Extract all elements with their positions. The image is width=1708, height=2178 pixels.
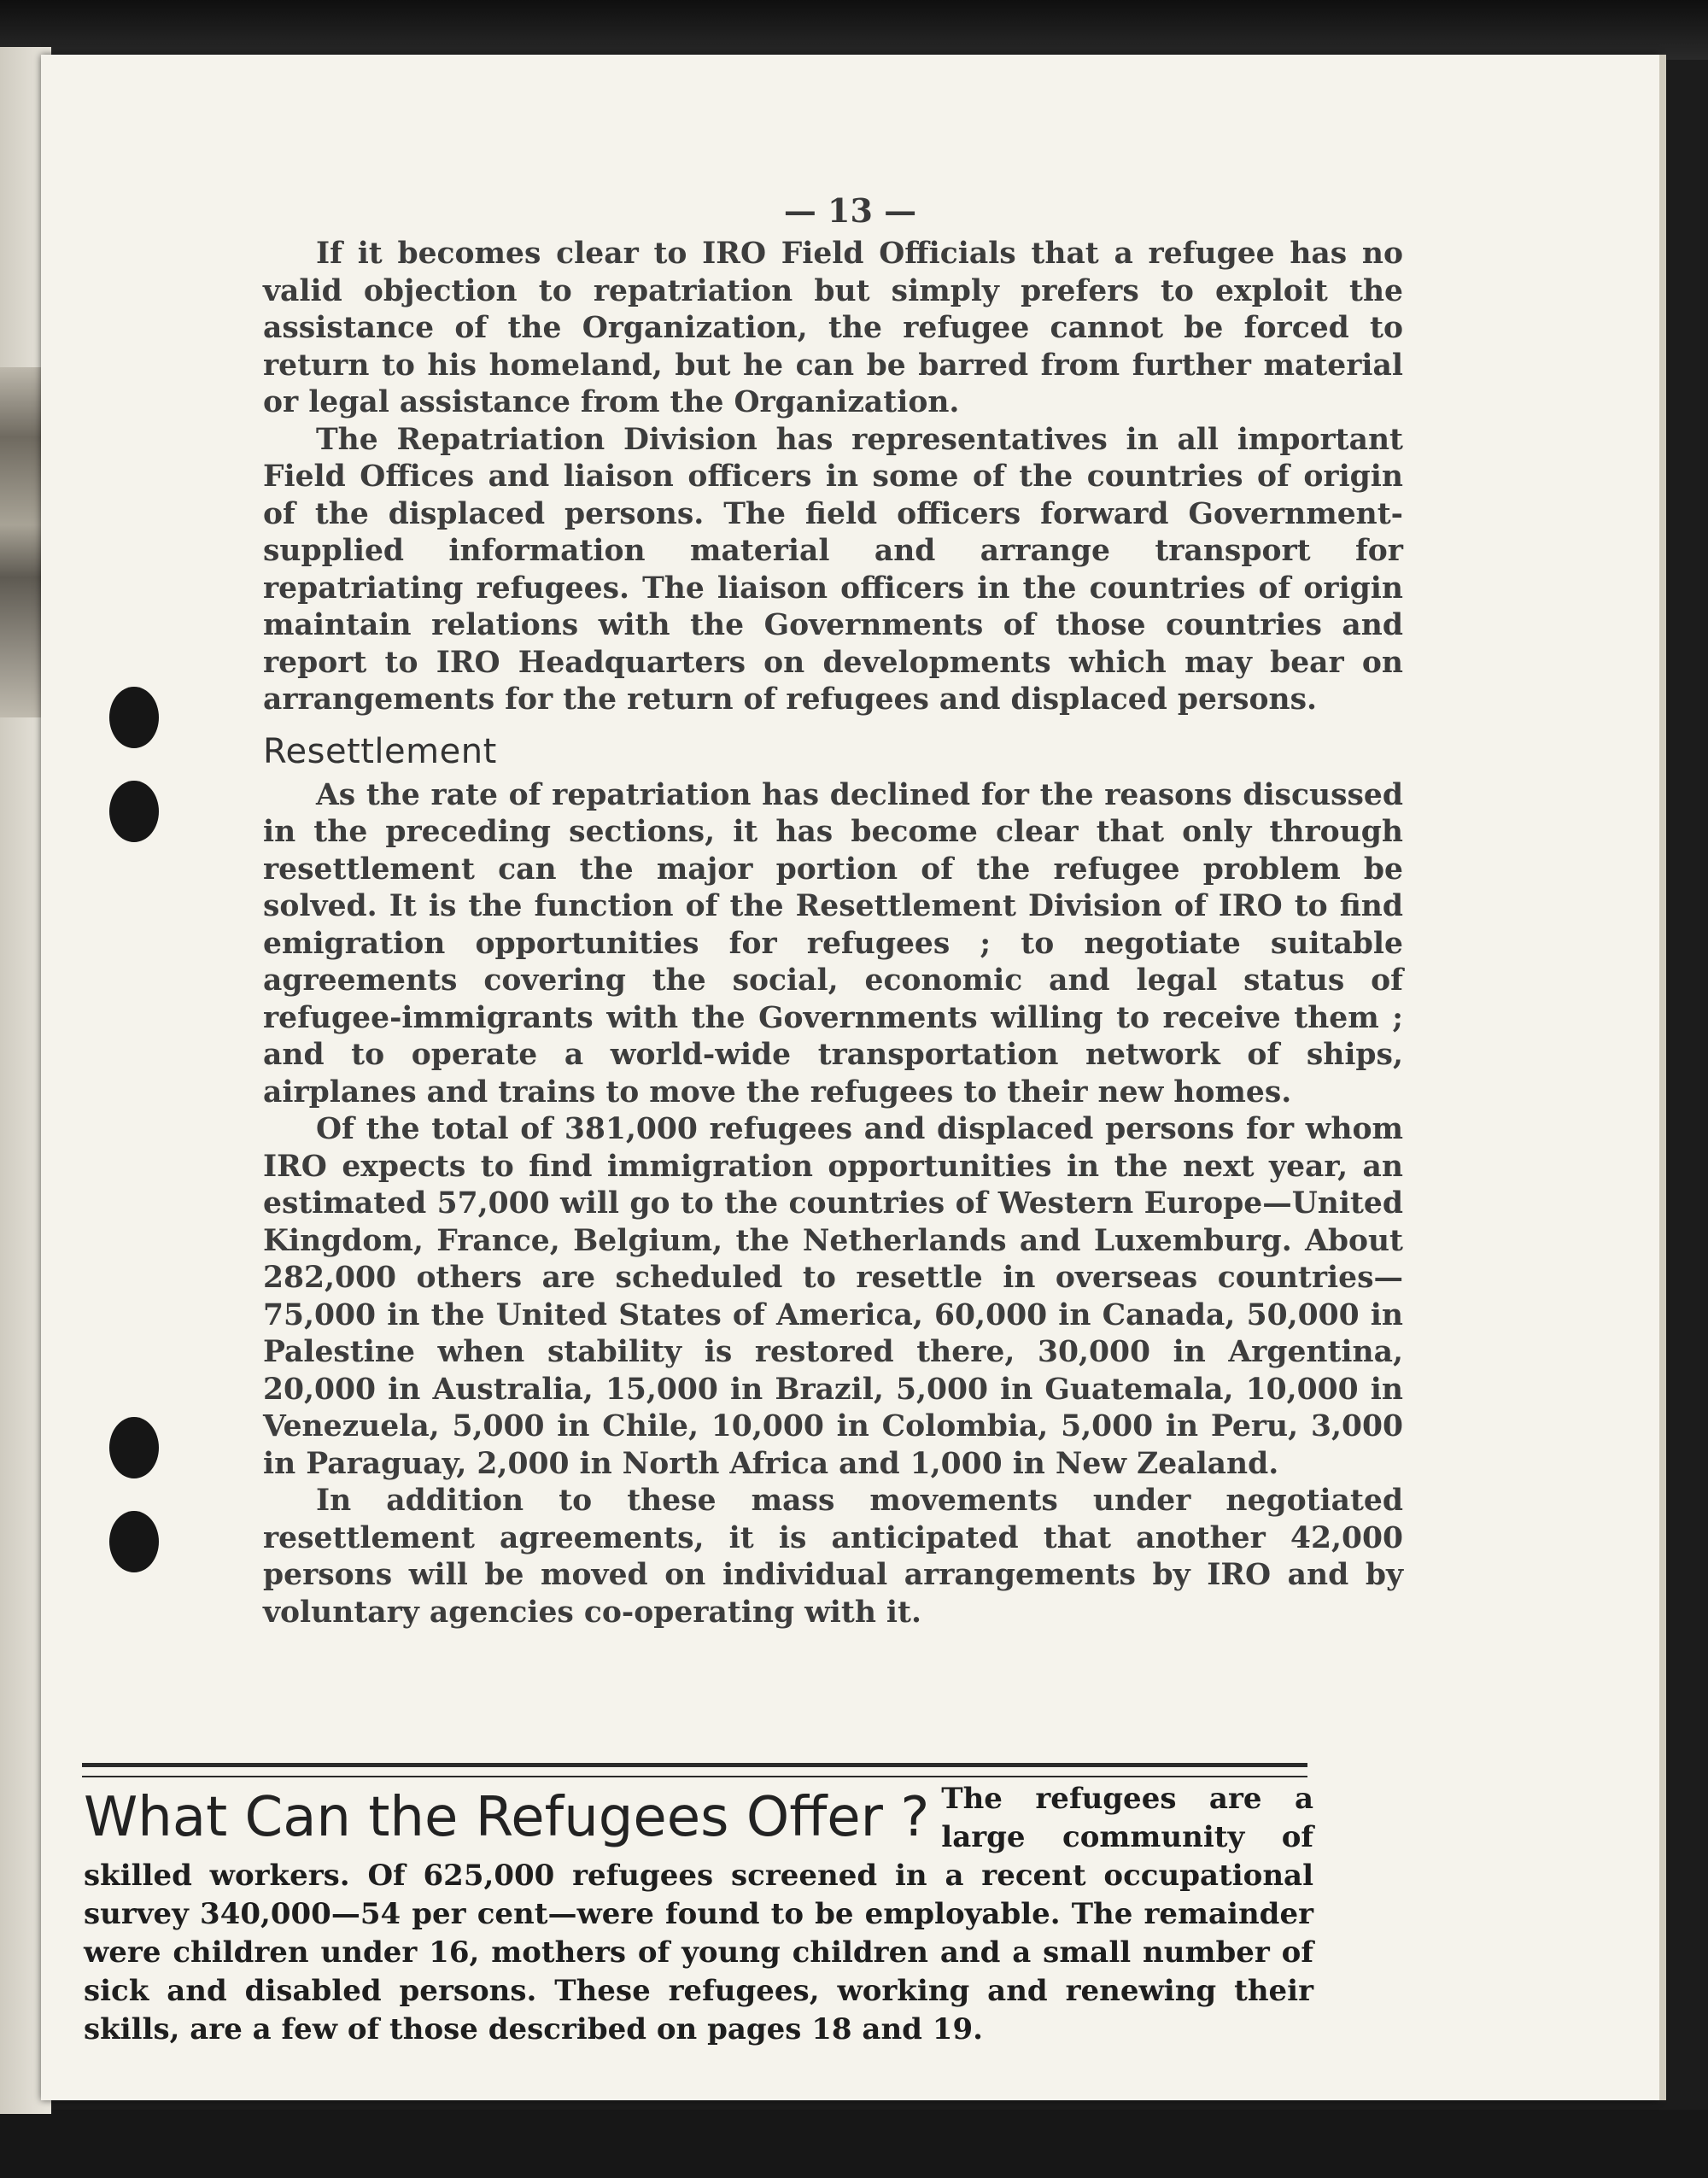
page-number: — 13 —: [783, 191, 917, 230]
offer-box: [84, 1780, 1313, 2049]
binder-hole: [109, 687, 159, 748]
offer-title: What Can the Refugees Offer ?: [84, 1786, 930, 1849]
paragraph: The Repatriation Division has representatives in all important Field Offices and liaison officers in some of the countries of origin of the displaced persons. The field officers forward Government-supplied information material and arrange transport for repatriating refugees. The liaison officers in the countries of origin maintain relations with the Governments of those countries and report to IRO Headquarters on developments which may bear on arrangements for the return of refugees and displaced persons.: [263, 422, 1403, 717]
offer-text: The refugees are a large community of skilled workers. Of 625,000 refugees screened in a recent occupational survey 340,000—54 per cent—were found to be employable. The remainder were children under 16, mothers of young children and a small number of sick and disabled persons. These refugees, working and renewing their skills, are a few of those described on pages 18 and 19.: [84, 1782, 1313, 2046]
paragraph: In addition to these mass movements under negotiated resettlement agreements, it is anticipated that another 42,000 persons will be moved on individual arrangements by IRO and by voluntary agencies co-operating with it.: [263, 1484, 1403, 1630]
binder-hole: [109, 1511, 159, 1572]
page-edge: [1659, 55, 1666, 2100]
section-heading: Resettlement: [263, 731, 497, 771]
binder-hole: [109, 1417, 159, 1478]
paragraph: Of the total of 381,000 refugees and displaced persons for whom IRO expects to find immigration opportunities in the next year, an estimated 57,000 will go to the countries of Western Europe—United Kingdom, France, Belgium, the Netherlands and Luxemburg. About 282,000 others are scheduled to resettle in overseas countries—75,000 in the United States of America, 60,000 in Canada, 50,000 in Palestine when stability is restored there, 30,000 in Argentina, 20,000 in Australia, 15,000 in Brazil, 5,000 in Guatemala, 10,000 in Venezuela, 5,000 in Chile, 10,000 in Colombia, 5,000 in Peru, 3,000 in Paraguay, 2,000 in North Africa and 1,000 in New Zealand.: [263, 1112, 1403, 1481]
background-top: [0, 0, 1708, 60]
paragraph: As the rate of repatriation has declined for the reasons discussed in the preceding sections, it has become clear that only through resettlement can the major portion of the refugee problem be solved. It is the function of the Resettlement Division of IRO to find emigration opportunities for refugees ; to negotiate suitable agreements covering the social, economic and legal status of refugee-immigrants with the Governments willing to receive them ; and to operate a world-wide transportation network of ships, airplanes and trains to move the refugees to their new homes.: [263, 777, 1403, 1109]
section-divider: [82, 1763, 1307, 1777]
document-page: [41, 55, 1659, 2100]
binder-hole: [109, 781, 159, 842]
paragraph: If it becomes clear to IRO Field Officials that a refugee has no valid objection to repatriation but simply prefers to exploit the assistance of the Organization, the refugee cannot be forced to return to his homeland, but he can be barred from further material or legal assistance from the Organization.: [263, 237, 1403, 419]
body-text: [263, 236, 1403, 1631]
background-bottom: [0, 2110, 1708, 2178]
previous-page-photo: [0, 367, 44, 717]
